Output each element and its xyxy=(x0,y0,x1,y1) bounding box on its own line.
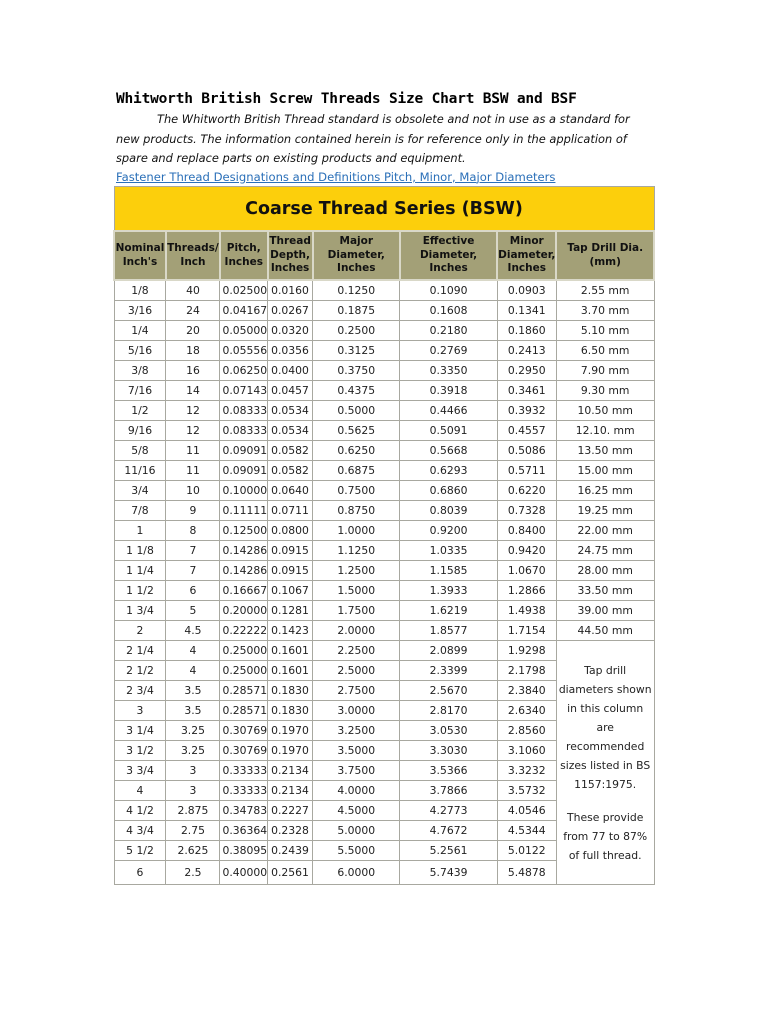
cell-minor: 0.5711 xyxy=(497,461,556,481)
series-title: Coarse Thread Series (BSW) xyxy=(114,187,654,232)
cell-nominal: 7/8 xyxy=(114,501,166,521)
cell-pitch: 0.11111 xyxy=(220,501,268,521)
cell-tap-drill: 28.00 mm xyxy=(556,561,654,581)
cell-major: 0.6875 xyxy=(313,461,400,481)
cell-effective: 3.3030 xyxy=(400,741,497,761)
cell-effective: 0.3350 xyxy=(400,361,497,381)
cell-minor: 2.6340 xyxy=(497,701,556,721)
cell-depth: 0.1830 xyxy=(268,681,313,701)
table-row xyxy=(114,280,654,301)
cell-minor: 0.7328 xyxy=(497,501,556,521)
cell-pitch: 0.20000 xyxy=(220,601,268,621)
cell-threads: 4 xyxy=(166,661,220,681)
cell-depth: 0.2134 xyxy=(268,781,313,801)
cell-nominal: 3 xyxy=(114,701,166,721)
cell-pitch: 0.08333 xyxy=(220,421,268,441)
cell-tap-drill: 5.10 mm xyxy=(556,321,654,341)
cell-minor: 3.3232 xyxy=(497,761,556,781)
cell-depth: 0.0320 xyxy=(268,321,313,341)
cell-pitch: 0.12500 xyxy=(220,521,268,541)
cell-pitch: 0.09091 xyxy=(220,461,268,481)
cell-minor: 1.7154 xyxy=(497,621,556,641)
cell-major: 3.5000 xyxy=(313,741,400,761)
cell-minor: 5.0122 xyxy=(497,841,556,861)
cell-minor: 0.1860 xyxy=(497,321,556,341)
cell-threads: 2.75 xyxy=(166,821,220,841)
cell-pitch: 0.33333 xyxy=(220,761,268,781)
cell-threads: 3 xyxy=(166,761,220,781)
cell-pitch: 0.38095 xyxy=(220,841,268,861)
cell-depth: 0.2227 xyxy=(268,801,313,821)
table-row xyxy=(114,381,654,401)
cell-threads: 3.5 xyxy=(166,681,220,701)
cell-threads: 12 xyxy=(166,421,220,441)
table-row xyxy=(114,621,654,641)
cell-threads: 11 xyxy=(166,461,220,481)
cell-nominal: 3 1/4 xyxy=(114,721,166,741)
cell-minor: 0.6220 xyxy=(497,481,556,501)
cell-depth: 0.0267 xyxy=(268,301,313,321)
cell-pitch: 0.05000 xyxy=(220,321,268,341)
cell-major: 1.7500 xyxy=(313,601,400,621)
cell-nominal: 3/16 xyxy=(114,301,166,321)
col-header-tap-drill: Tap Drill Dia. (mm) xyxy=(556,231,654,280)
cell-nominal: 2 1/2 xyxy=(114,661,166,681)
cell-minor: 5.4878 xyxy=(497,861,556,885)
cell-pitch: 0.02500 xyxy=(220,280,268,301)
cell-threads: 7 xyxy=(166,541,220,561)
cell-pitch: 0.08333 xyxy=(220,401,268,421)
cell-effective: 0.4466 xyxy=(400,401,497,421)
cell-minor: 2.1798 xyxy=(497,661,556,681)
cell-nominal: 1/8 xyxy=(114,280,166,301)
bsw-thread-table xyxy=(113,186,655,885)
cell-major: 3.7500 xyxy=(313,761,400,781)
cell-depth: 0.0582 xyxy=(268,461,313,481)
thread-definitions-link[interactable]: Fastener Thread Designations and Definitions Pitch, Minor, Major Diameters xyxy=(116,169,556,184)
table-row xyxy=(114,321,654,341)
cell-depth: 0.2439 xyxy=(268,841,313,861)
cell-minor: 0.2950 xyxy=(497,361,556,381)
cell-depth: 0.2561 xyxy=(268,861,313,885)
cell-depth: 0.0534 xyxy=(268,401,313,421)
table-row xyxy=(114,581,654,601)
cell-effective: 4.2773 xyxy=(400,801,497,821)
cell-threads: 40 xyxy=(166,280,220,301)
cell-minor: 0.3461 xyxy=(497,381,556,401)
cell-tap-drill: 7.90 mm xyxy=(556,361,654,381)
cell-depth: 0.1423 xyxy=(268,621,313,641)
cell-depth: 0.0640 xyxy=(268,481,313,501)
cell-effective: 2.0899 xyxy=(400,641,497,661)
cell-minor: 1.0670 xyxy=(497,561,556,581)
cell-effective: 0.1090 xyxy=(400,280,497,301)
table-row xyxy=(114,341,654,361)
table-row xyxy=(114,421,654,441)
cell-major: 1.5000 xyxy=(313,581,400,601)
cell-major: 0.7500 xyxy=(313,481,400,501)
cell-depth: 0.0356 xyxy=(268,341,313,361)
cell-major: 1.0000 xyxy=(313,521,400,541)
cell-nominal: 5/8 xyxy=(114,441,166,461)
cell-depth: 0.1601 xyxy=(268,641,313,661)
cell-depth: 0.0800 xyxy=(268,521,313,541)
cell-major: 0.5625 xyxy=(313,421,400,441)
cell-pitch: 0.14286 xyxy=(220,541,268,561)
cell-threads: 16 xyxy=(166,361,220,381)
cell-nominal: 4 xyxy=(114,781,166,801)
cell-minor: 0.0903 xyxy=(497,280,556,301)
cell-pitch: 0.10000 xyxy=(220,481,268,501)
cell-major: 6.0000 xyxy=(313,861,400,885)
cell-minor: 1.4938 xyxy=(497,601,556,621)
cell-threads: 3 xyxy=(166,781,220,801)
cell-major: 0.8750 xyxy=(313,501,400,521)
cell-pitch: 0.30769 xyxy=(220,721,268,741)
cell-nominal: 3 1/2 xyxy=(114,741,166,761)
table-row xyxy=(114,561,654,581)
cell-effective: 5.2561 xyxy=(400,841,497,861)
cell-threads: 4.5 xyxy=(166,621,220,641)
cell-major: 1.2500 xyxy=(313,561,400,581)
cell-depth: 0.1281 xyxy=(268,601,313,621)
table-row xyxy=(114,301,654,321)
cell-pitch: 0.04167 xyxy=(220,301,268,321)
table-row xyxy=(114,361,654,381)
table-row xyxy=(114,521,654,541)
cell-depth: 0.0582 xyxy=(268,441,313,461)
cell-threads: 3.5 xyxy=(166,701,220,721)
cell-effective: 0.3918 xyxy=(400,381,497,401)
cell-nominal: 9/16 xyxy=(114,421,166,441)
cell-threads: 7 xyxy=(166,561,220,581)
cell-nominal: 6 xyxy=(114,861,166,885)
table-row xyxy=(114,441,654,461)
cell-threads: 10 xyxy=(166,481,220,501)
cell-pitch: 0.28571 xyxy=(220,701,268,721)
cell-nominal: 5 1/2 xyxy=(114,841,166,861)
cell-depth: 0.0400 xyxy=(268,361,313,381)
col-header-pitch: Pitch, Inches xyxy=(220,231,268,280)
table-row xyxy=(114,641,654,661)
cell-threads: 18 xyxy=(166,341,220,361)
cell-pitch: 0.07143 xyxy=(220,381,268,401)
cell-depth: 0.1970 xyxy=(268,741,313,761)
cell-threads: 2.5 xyxy=(166,861,220,885)
cell-minor: 3.1060 xyxy=(497,741,556,761)
cell-tap-drill: 33.50 mm xyxy=(556,581,654,601)
cell-depth: 0.2134 xyxy=(268,761,313,781)
cell-minor: 2.3840 xyxy=(497,681,556,701)
cell-threads: 3.25 xyxy=(166,721,220,741)
table-row xyxy=(114,541,654,561)
cell-threads: 2.625 xyxy=(166,841,220,861)
col-header-nominal: Nominal Inch's xyxy=(114,231,166,280)
cell-major: 5.5000 xyxy=(313,841,400,861)
cell-major: 4.0000 xyxy=(313,781,400,801)
cell-pitch: 0.30769 xyxy=(220,741,268,761)
cell-effective: 1.3933 xyxy=(400,581,497,601)
cell-nominal: 3 3/4 xyxy=(114,761,166,781)
cell-nominal: 3/8 xyxy=(114,361,166,381)
cell-depth: 0.0534 xyxy=(268,421,313,441)
cell-nominal: 1 xyxy=(114,521,166,541)
cell-major: 0.5000 xyxy=(313,401,400,421)
table-row xyxy=(114,401,654,421)
cell-nominal: 2 1/4 xyxy=(114,641,166,661)
cell-effective: 0.6293 xyxy=(400,461,497,481)
cell-minor: 0.1341 xyxy=(497,301,556,321)
cell-nominal: 1 1/4 xyxy=(114,561,166,581)
cell-minor: 2.8560 xyxy=(497,721,556,741)
cell-nominal: 1 1/2 xyxy=(114,581,166,601)
cell-minor: 0.2413 xyxy=(497,341,556,361)
column-headers xyxy=(114,231,654,280)
cell-tap-drill: 22.00 mm xyxy=(556,521,654,541)
cell-minor: 4.0546 xyxy=(497,801,556,821)
cell-nominal: 11/16 xyxy=(114,461,166,481)
cell-threads: 11 xyxy=(166,441,220,461)
cell-major: 0.3125 xyxy=(313,341,400,361)
tap-drill-note-paragraph-2: These provide from 77 to 87% of full thread. xyxy=(563,810,648,862)
cell-effective: 0.6860 xyxy=(400,481,497,501)
cell-depth: 0.0457 xyxy=(268,381,313,401)
cell-effective: 5.7439 xyxy=(400,861,497,885)
cell-pitch: 0.09091 xyxy=(220,441,268,461)
col-header-depth: Thread Depth, Inches xyxy=(268,231,313,280)
table-row xyxy=(114,481,654,501)
cell-tap-drill: 24.75 mm xyxy=(556,541,654,561)
cell-effective: 3.0530 xyxy=(400,721,497,741)
cell-nominal: 1 3/4 xyxy=(114,601,166,621)
cell-minor: 4.5344 xyxy=(497,821,556,841)
cell-threads: 8 xyxy=(166,521,220,541)
cell-effective: 1.1585 xyxy=(400,561,497,581)
cell-threads: 2.875 xyxy=(166,801,220,821)
cell-depth: 0.1970 xyxy=(268,721,313,741)
col-header-major: Major Diameter, Inches xyxy=(313,231,400,280)
cell-tap-drill: 12.10. mm xyxy=(556,421,654,441)
cell-major: 0.3750 xyxy=(313,361,400,381)
cell-tap-drill: 16.25 mm xyxy=(556,481,654,501)
cell-depth: 0.0915 xyxy=(268,561,313,581)
cell-threads: 12 xyxy=(166,401,220,421)
cell-effective: 2.3399 xyxy=(400,661,497,681)
cell-nominal: 3/4 xyxy=(114,481,166,501)
cell-tap-drill: 6.50 mm xyxy=(556,341,654,361)
cell-effective: 4.7672 xyxy=(400,821,497,841)
cell-pitch: 0.28571 xyxy=(220,681,268,701)
cell-nominal: 7/16 xyxy=(114,381,166,401)
table-body xyxy=(114,280,654,885)
cell-nominal: 1/2 xyxy=(114,401,166,421)
cell-threads: 14 xyxy=(166,381,220,401)
cell-effective: 3.7866 xyxy=(400,781,497,801)
cell-pitch: 0.14286 xyxy=(220,561,268,581)
cell-nominal: 1/4 xyxy=(114,321,166,341)
table-row xyxy=(114,501,654,521)
cell-nominal: 1 1/8 xyxy=(114,541,166,561)
cell-threads: 9 xyxy=(166,501,220,521)
cell-pitch: 0.05556 xyxy=(220,341,268,361)
cell-pitch: 0.40000 xyxy=(220,861,268,885)
page-title: Whitworth British Screw Threads Size Chart BSW and BSF xyxy=(116,91,577,107)
cell-pitch: 0.25000 xyxy=(220,661,268,681)
cell-major: 2.7500 xyxy=(313,681,400,701)
cell-tap-drill: 39.00 mm xyxy=(556,601,654,621)
cell-pitch: 0.34783 xyxy=(220,801,268,821)
cell-major: 0.4375 xyxy=(313,381,400,401)
cell-depth: 0.0711 xyxy=(268,501,313,521)
cell-effective: 1.0335 xyxy=(400,541,497,561)
cell-major: 2.0000 xyxy=(313,621,400,641)
cell-minor: 0.9420 xyxy=(497,541,556,561)
cell-pitch: 0.25000 xyxy=(220,641,268,661)
cell-minor: 3.5732 xyxy=(497,781,556,801)
table-row xyxy=(114,461,654,481)
cell-minor: 1.2866 xyxy=(497,581,556,601)
cell-nominal: 5/16 xyxy=(114,341,166,361)
cell-nominal: 2 xyxy=(114,621,166,641)
cell-depth: 0.1067 xyxy=(268,581,313,601)
cell-major: 0.1250 xyxy=(313,280,400,301)
cell-tap-drill: 15.00 mm xyxy=(556,461,654,481)
cell-minor: 0.4557 xyxy=(497,421,556,441)
tap-drill-note-paragraph-1: Tap drill diameters shown in this column are recommended sizes listed in BS 1157:1975. xyxy=(558,663,652,791)
cell-effective: 0.1608 xyxy=(400,301,497,321)
cell-minor: 1.9298 xyxy=(497,641,556,661)
cell-threads: 20 xyxy=(166,321,220,341)
cell-depth: 0.0915 xyxy=(268,541,313,561)
cell-tap-drill: 9.30 mm xyxy=(556,381,654,401)
table-row xyxy=(114,601,654,621)
cell-tap-drill: 2.55 mm xyxy=(556,280,654,301)
cell-effective: 0.2769 xyxy=(400,341,497,361)
cell-minor: 0.5086 xyxy=(497,441,556,461)
cell-pitch: 0.36364 xyxy=(220,821,268,841)
col-header-minor: Minor Diameter, Inches xyxy=(497,231,556,280)
cell-effective: 0.5668 xyxy=(400,441,497,461)
tap-drill-note xyxy=(556,641,654,885)
cell-threads: 4 xyxy=(166,641,220,661)
cell-major: 0.6250 xyxy=(313,441,400,461)
document-page xyxy=(116,88,656,186)
cell-effective: 0.2180 xyxy=(400,321,497,341)
cell-depth: 0.2328 xyxy=(268,821,313,841)
cell-pitch: 0.06250 xyxy=(220,361,268,381)
cell-nominal: 4 1/2 xyxy=(114,801,166,821)
cell-tap-drill: 44.50 mm xyxy=(556,621,654,641)
cell-effective: 0.8039 xyxy=(400,501,497,521)
cell-depth: 0.0160 xyxy=(268,280,313,301)
cell-major: 2.2500 xyxy=(313,641,400,661)
cell-major: 0.1875 xyxy=(313,301,400,321)
cell-nominal: 4 3/4 xyxy=(114,821,166,841)
cell-pitch: 0.33333 xyxy=(220,781,268,801)
cell-major: 1.1250 xyxy=(313,541,400,561)
cell-tap-drill: 13.50 mm xyxy=(556,441,654,461)
cell-effective: 0.5091 xyxy=(400,421,497,441)
cell-effective: 2.5670 xyxy=(400,681,497,701)
cell-major: 5.0000 xyxy=(313,821,400,841)
cell-major: 3.0000 xyxy=(313,701,400,721)
intro-paragraph: The Whitworth British Thread standard is obsolete and not in use as a standard for new products. The information contained herein is for reference only in the application of spare and replace parts on existing products and equipment. xyxy=(116,112,630,165)
cell-effective: 1.6219 xyxy=(400,601,497,621)
cell-effective: 2.8170 xyxy=(400,701,497,721)
cell-threads: 6 xyxy=(166,581,220,601)
col-header-effective: Effective Diameter, Inches xyxy=(400,231,497,280)
cell-effective: 3.5366 xyxy=(400,761,497,781)
cell-depth: 0.1601 xyxy=(268,661,313,681)
cell-minor: 0.8400 xyxy=(497,521,556,541)
cell-effective: 1.8577 xyxy=(400,621,497,641)
cell-pitch: 0.22222 xyxy=(220,621,268,641)
cell-tap-drill: 3.70 mm xyxy=(556,301,654,321)
cell-tap-drill: 19.25 mm xyxy=(556,501,654,521)
cell-major: 3.2500 xyxy=(313,721,400,741)
cell-major: 4.5000 xyxy=(313,801,400,821)
cell-threads: 24 xyxy=(166,301,220,321)
cell-nominal: 2 3/4 xyxy=(114,681,166,701)
cell-major: 2.5000 xyxy=(313,661,400,681)
cell-effective: 0.9200 xyxy=(400,521,497,541)
cell-tap-drill: 10.50 mm xyxy=(556,401,654,421)
cell-minor: 0.3932 xyxy=(497,401,556,421)
cell-major: 0.2500 xyxy=(313,321,400,341)
col-header-threads: Threads/ Inch xyxy=(166,231,220,280)
cell-depth: 0.1830 xyxy=(268,701,313,721)
cell-threads: 3.25 xyxy=(166,741,220,761)
cell-pitch: 0.16667 xyxy=(220,581,268,601)
cell-threads: 5 xyxy=(166,601,220,621)
